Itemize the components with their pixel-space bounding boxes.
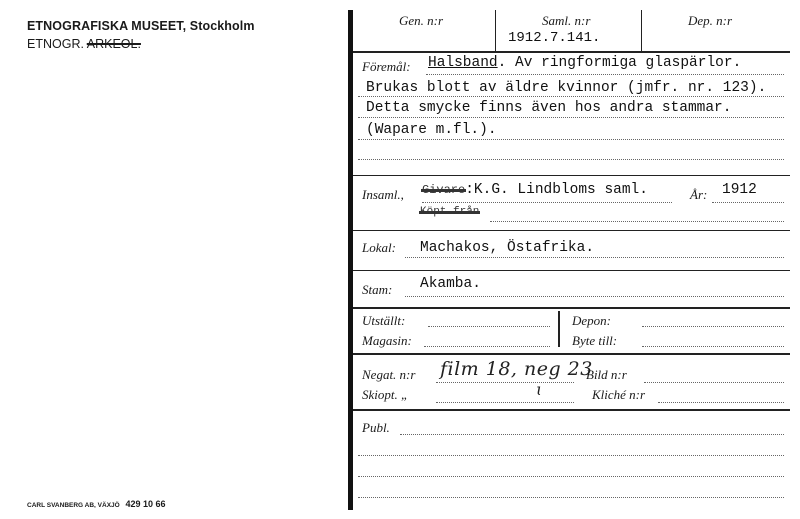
form-left-border xyxy=(348,10,353,510)
kliche-label: Kliché n:r xyxy=(592,387,646,402)
foremal-line-1 xyxy=(426,74,784,75)
printer-name: CARL SVANBERG AB, VÄXJÖ xyxy=(27,502,120,509)
insaml-struck-word: Givare xyxy=(422,183,466,197)
description-line-3: Detta smycke finns även hos andra stammar. xyxy=(366,100,732,116)
foremal-label: Föremål: xyxy=(362,59,411,74)
skiopt-line xyxy=(436,402,574,403)
byte-line xyxy=(642,346,784,347)
bild-label: Bild n:r xyxy=(586,367,627,382)
ar-line xyxy=(712,202,784,203)
stam-bottom-rule xyxy=(353,307,790,309)
utstallt-depon-divider xyxy=(558,311,560,347)
publ-line-3 xyxy=(358,476,784,477)
utstallt-line xyxy=(428,326,550,327)
publ-line-1 xyxy=(400,434,784,435)
byte-label: Byte till: xyxy=(572,333,618,348)
stam-value: Akamba. xyxy=(420,276,481,292)
top-row-bottom-rule xyxy=(353,51,790,53)
lokal-bottom-rule xyxy=(353,270,790,271)
department-line xyxy=(27,37,141,51)
department-struck: ARKEOL. xyxy=(86,37,141,51)
divider-saml-dep xyxy=(641,10,642,52)
kopt-struck-text: Köpt från xyxy=(420,206,480,218)
storage-bottom-rule xyxy=(353,353,790,355)
negat-label: Negat. n:r xyxy=(362,367,416,382)
magasin-label: Magasin: xyxy=(362,333,412,348)
kopt-struck xyxy=(420,206,479,218)
skiopt-label: Skiopt. „ xyxy=(362,387,409,402)
saml-nr-value: 1912.7.141. xyxy=(508,30,601,46)
gen-nr-label: Gen. n:r xyxy=(399,13,444,28)
skiopt-handwritten: ɩ xyxy=(536,380,543,399)
dep-nr-label: Dep. n:r xyxy=(688,13,733,28)
description-line-2: Brukas blott av äldre kvinnor (jmfr. nr. 123). xyxy=(366,80,767,96)
collector-name: :K.G. Lindbloms saml. xyxy=(465,182,648,198)
stam-line xyxy=(405,296,784,297)
object-name: Halsband xyxy=(428,55,498,71)
foremal-bottom-rule xyxy=(353,175,790,176)
insaml-bottom-rule xyxy=(353,230,790,231)
ar-value: 1912 xyxy=(722,182,757,198)
object-material: . Av ringformiga glaspärlor. xyxy=(497,55,742,71)
department-prefix: ETNOGR. xyxy=(27,37,84,51)
negat-bottom-rule xyxy=(353,409,790,411)
negat-line xyxy=(436,382,574,383)
bild-line xyxy=(644,382,784,383)
stam-label: Stam: xyxy=(362,282,393,297)
depon-label: Depon: xyxy=(572,313,611,328)
insaml-line xyxy=(422,202,672,203)
publ-label: Publ. xyxy=(362,420,390,435)
lokal-label: Lokal: xyxy=(362,240,396,255)
publ-line-4 xyxy=(358,497,784,498)
insaml-label: Insaml., xyxy=(362,187,404,202)
saml-nr-label: Saml. n:r xyxy=(542,13,591,28)
utstallt-label: Utställt: xyxy=(362,313,406,328)
foremal-line-3 xyxy=(358,117,784,118)
kopt-line xyxy=(490,221,784,222)
kliche-line xyxy=(658,402,784,403)
description-line-4: (Wapare m.fl.). xyxy=(366,122,497,138)
printer-imprint xyxy=(27,499,166,509)
insaml-value xyxy=(422,182,648,198)
museum-title: ETNOGRAFISKA MUSEET, Stockholm xyxy=(27,19,255,33)
negat-handwritten: film 18, neg 23 xyxy=(440,358,593,380)
divider-gen-saml xyxy=(495,10,496,52)
printer-code: 429 10 66 xyxy=(125,499,166,509)
foremal-value xyxy=(428,55,741,71)
foremal-line-2 xyxy=(358,96,784,97)
magasin-line xyxy=(424,346,550,347)
depon-line xyxy=(642,326,784,327)
foremal-line-4 xyxy=(358,139,784,140)
lokal-line xyxy=(405,257,784,258)
foremal-line-5 xyxy=(358,159,784,160)
ar-label: År: xyxy=(690,187,708,202)
lokal-value: Machakos, Östafrika. xyxy=(420,240,595,256)
publ-line-2 xyxy=(358,455,784,456)
